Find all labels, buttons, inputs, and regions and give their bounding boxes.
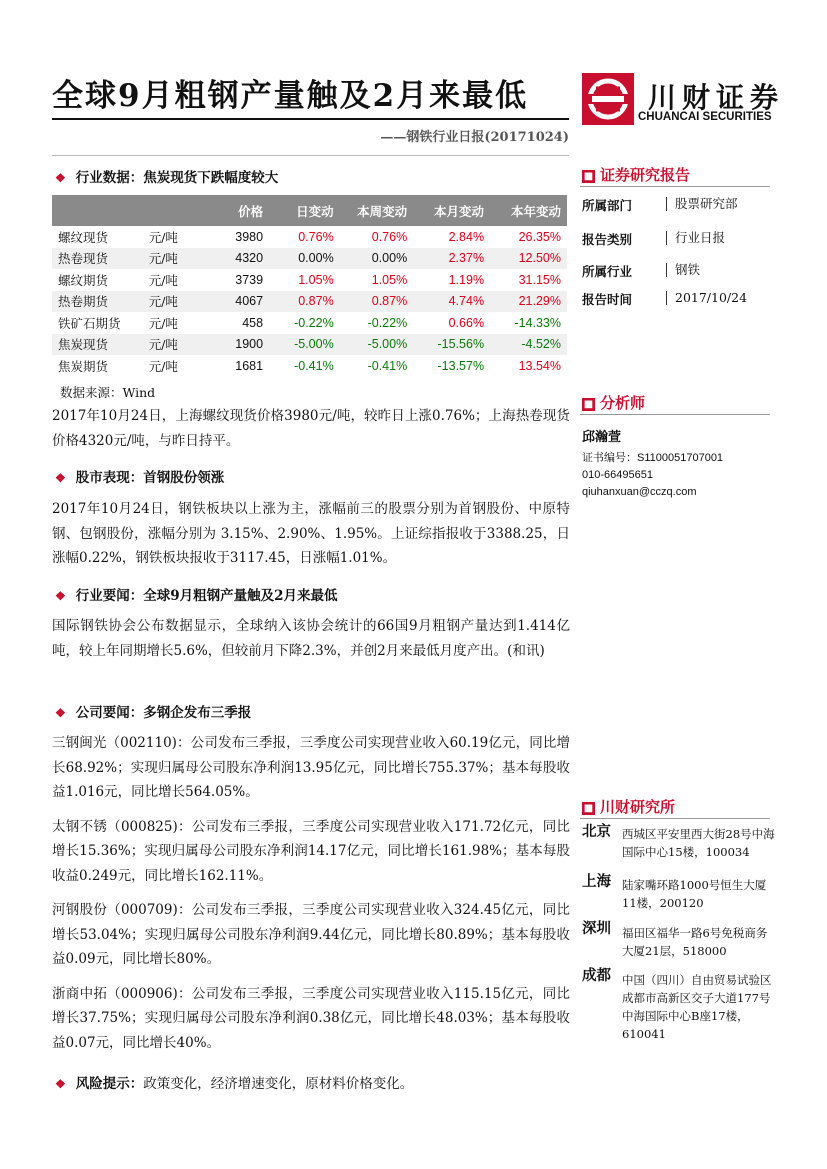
info-value-date: 2017/10/24 (666, 291, 747, 305)
brand-name-en: CHUANCAI SECURITIES (638, 111, 772, 123)
sidebar-divider (580, 818, 770, 819)
institute-heading: ■ 川财研究所 (583, 798, 676, 816)
cell-day-change: 0.00% (269, 248, 340, 270)
office-city-shanghai: 上海 (582, 873, 611, 890)
cell-week-change: -5.00% (340, 334, 414, 356)
cell-name: 热卷期货 (52, 291, 143, 313)
info-label-industry: 所属行业 (582, 264, 633, 279)
institute-square-icon: ■ (583, 803, 594, 814)
cell-price: 1900 (213, 334, 269, 356)
diamond-bullet-icon: ❖ (55, 171, 66, 185)
cell-day-change: 1.05% (298, 272, 334, 287)
section-risk: ❖ 风险提示：政策变化，经济增速变化，原材料价格变化。 (55, 1076, 414, 1092)
cell-unit: 元/吨 (143, 248, 214, 270)
table-header-row (52, 195, 567, 226)
cell-week-change: 0.00% (340, 248, 414, 270)
cell-week-change: 1.05% (371, 272, 408, 287)
cell-week-change: 0.87% (340, 291, 414, 313)
info-value-category: 行业日报 (666, 231, 725, 245)
cell-month-change: 2.37% (413, 248, 490, 270)
company-news-item: 浙商中拓（000906)：公司发布三季报，三季度公司实现营业收入115.15亿元，同比增长37.75%；实现归属母公司股东净利润0.38亿元，同比增长48.03%；基本每股收益0.07元，同比增长40%。 (52, 985, 570, 1051)
cell-name: 铁矿石期货 (58, 315, 121, 331)
analyst-heading: ■ 分析师 (583, 394, 646, 412)
section-divider (52, 155, 569, 156)
cell-day-change: -5.00% (269, 334, 340, 356)
news-paragraph: 国际钢铁协会公布数据显示，全球纳入该协会统计的66国9月粗钢产量达到1.414亿吨，较上年同期增长5.6%，但较前月下降2.3%，并创2月来最低月度产出。(和讯) (52, 618, 570, 659)
cell-month-change: 2.84% (448, 229, 485, 244)
cell-month-change: 4.74% (413, 291, 490, 313)
chuancai-logo-icon (582, 73, 634, 125)
market-paragraph: 2017年10月24日，钢铁板块以上涨为主，涨幅前三的股票分别为首钢股份、中原特钢、包钢股份，涨幅分别为 3.15%、2.90%、1.95%。上证综指报收于3388.25，日涨幅0.22%，钢铁板块报收于3117.45，日涨幅1.01%。 (52, 501, 570, 566)
table-row (52, 248, 567, 270)
report-subtitle: ——钢铁行业日报(20171024) (380, 130, 569, 145)
cell-month-change: -13.57% (437, 358, 485, 373)
cell-year-change: 26.35% (518, 229, 561, 244)
cell-name: 焦炭期货 (58, 358, 109, 374)
sidebar-divider (580, 414, 770, 415)
cell-week-change: 0.76% (371, 229, 408, 244)
col-day-change: 日变动 (269, 195, 340, 226)
section-heading-company: ❖ 公司要闻：多钢企发布三季报 (55, 705, 252, 721)
cell-unit: 元/吨 (148, 358, 178, 374)
col-year-change: 本年变动 (490, 195, 567, 226)
cell-price: 4320 (213, 248, 269, 270)
col-month-change: 本月变动 (413, 195, 490, 226)
cell-month-change: 1.19% (448, 272, 485, 287)
cell-price: 1681 (235, 358, 264, 373)
cell-day-change: -0.41% (294, 358, 334, 373)
cell-unit: 元/吨 (143, 334, 214, 356)
data-source-note: 数据来源：Wind (60, 385, 156, 400)
cell-unit: 元/吨 (148, 229, 178, 245)
diamond-bullet-icon: ❖ (55, 471, 66, 485)
diamond-bullet-icon: ❖ (55, 589, 66, 603)
cell-year-change: 13.54% (518, 358, 561, 373)
price-table (52, 195, 567, 377)
table-row (52, 226, 567, 248)
cell-day-change: 0.87% (269, 291, 340, 313)
office-city-chengdu: 成都 (582, 967, 611, 984)
cell-month-change: -15.56% (413, 334, 490, 356)
cell-year-change: -4.52% (490, 334, 567, 356)
analyst-email: qiuhanxuan@cczq.com (582, 486, 697, 498)
analyst-cert: 证书编号：S1100051707001 (582, 452, 724, 464)
cell-year-change: -14.33% (514, 315, 561, 330)
cell-month-change: 0.66% (448, 315, 485, 330)
info-label-category: 报告类别 (582, 232, 633, 247)
header-divider (52, 118, 569, 120)
cell-week-change: -0.22% (367, 315, 408, 330)
report-square-icon: ■ (583, 171, 594, 182)
cell-day-change: 0.76% (298, 229, 334, 244)
company-news-item: 河钢股份（000709)：公司发布三季报，三季度公司实现营业收入324.45亿元，同比增长53.04%；实现归属母公司股东净利润9.44亿元，同比增长80.89%；基本每股收益0.09元，同比增长80%。 (52, 902, 570, 967)
cell-year-change: 12.50% (490, 248, 567, 270)
office-address-chengdu: 中国（四川）自由贸易试验区成都市高新区交子大道177号中海国际中心B座17楼，610041 (622, 973, 772, 1041)
cell-name: 螺纹期货 (58, 272, 109, 288)
info-value-department: 股票研究部 (666, 197, 738, 211)
table-row (52, 312, 567, 334)
diamond-bullet-icon: ❖ (55, 706, 66, 720)
report-heading: ■ 证券研究报告 (583, 166, 691, 184)
cell-price: 458 (242, 315, 264, 330)
report-title: 全球9月粗钢产量触及2月来最低 (52, 78, 529, 114)
cell-price: 4067 (213, 291, 269, 313)
industry-paragraph: 2017年10月24日，上海螺纹现货价格3980元/吨，较昨日上涨0.76%；上海热卷现货价格4320元/吨，与昨日持平。 (52, 408, 570, 449)
table-row (52, 291, 567, 313)
table-row (52, 334, 567, 356)
section-heading-industry-data: ❖ 行业数据：焦炭现货下跌幅度较大 (55, 170, 279, 186)
office-address-beijing: 西城区平安里西大街28号中海国际中心15楼，100034 (622, 827, 775, 859)
company-news-list (52, 731, 570, 1065)
company-news-item: 三钢闽光（002110)：公司发布三季报，三季度公司实现营业收入60.19亿元，同比增长68.92%；实现归属母公司股东净利润13.95亿元，同比增长755.37%；基本每股收益1.016元，同比增长564.05%。 (52, 735, 570, 800)
cell-week-change: -0.41% (367, 358, 408, 373)
office-city-shenzhen: 深圳 (582, 920, 611, 937)
company-news-item: 太钢不锈（000825)：公司发布三季报，三季度公司实现营业收入171.72亿元，同比增长15.36%；实现归属母公司股东净利润14.17亿元，同比增长161.98%；基本每股收益0.249元，同比增长162.11%。 (52, 818, 570, 884)
cell-price: 3739 (235, 272, 264, 287)
sidebar-divider (580, 186, 770, 187)
analyst-square-icon: ■ (583, 399, 594, 410)
cell-price: 3980 (235, 229, 264, 244)
cell-name: 热卷现货 (52, 248, 143, 270)
analyst-name: 邱瀚萱 (582, 430, 622, 445)
office-address-shenzhen: 福田区福华一路6号免税商务大厦21层，518000 (622, 926, 768, 958)
brand-name-cn: 川财证券 (648, 81, 785, 114)
office-city-beijing: 北京 (582, 823, 611, 840)
col-week-change: 本周变动 (340, 195, 414, 226)
office-address-shanghai: 陆家嘴环路1000号恒生大厦11楼，200120 (622, 878, 767, 910)
table-row (52, 355, 567, 377)
cell-unit: 元/吨 (143, 291, 214, 313)
cell-unit: 元/吨 (148, 315, 178, 331)
col-price: 价格 (213, 195, 269, 226)
analyst-phone: 010-66495651 (582, 469, 653, 481)
section-heading-news: ❖ 行业要闻：全球9月粗钢产量触及2月来最低 (55, 588, 338, 604)
info-label-department: 所属部门 (582, 198, 633, 213)
info-label-date: 报告时间 (582, 292, 633, 307)
cell-unit: 元/吨 (148, 272, 178, 288)
cell-day-change: -0.22% (294, 315, 334, 330)
cell-year-change: 31.15% (518, 272, 561, 287)
cell-name: 焦炭现货 (52, 334, 143, 356)
table-row (52, 269, 567, 291)
cell-year-change: 21.29% (490, 291, 567, 313)
section-heading-market: ❖ 股市表现：首钢股份领涨 (55, 470, 225, 486)
cell-name: 螺纹现货 (58, 229, 109, 245)
diamond-bullet-icon: ❖ (55, 1077, 66, 1091)
info-value-industry: 钢铁 (666, 263, 700, 277)
